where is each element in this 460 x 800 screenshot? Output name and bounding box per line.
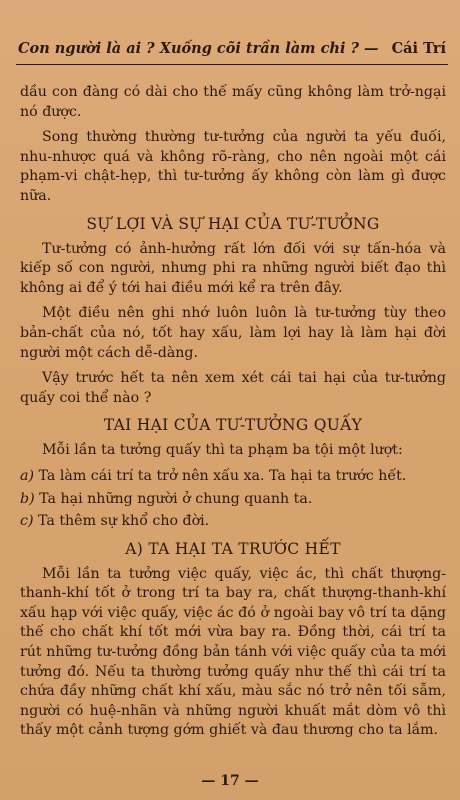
section-heading: SỰ LỢI VÀ SỰ HẠI CỦA TƯ-TƯỞNG xyxy=(86,214,380,233)
header-rule xyxy=(16,64,448,65)
list-marker: c) xyxy=(20,513,34,530)
list-item xyxy=(20,490,446,510)
running-header-title: Con người là ai ? Xuống cõi trần làm chi ? — xyxy=(18,40,379,57)
list-item-text: Ta làm cái trí ta trở nên xấu xa. Ta hại ta trước hết. xyxy=(38,467,407,484)
paragraph: dầu con đàng có dài cho thế mấy cũng không làm trở-ngại nó được. xyxy=(20,84,446,120)
paragraph: Mỗi lần ta tưởng quấy thì ta phạm ba tội một lượt: xyxy=(42,442,403,459)
paragraph: Vậy trước hết ta nên xem xét cái tai hại của tư-tưởng quấy coi thể nào ? xyxy=(20,370,446,406)
list-item xyxy=(20,467,446,487)
paragraph: Mỗi lần ta tưởng việc quấy, việc ác, thì chất thượng-thanh-khí tốt ở trong trí ta bay ra, chất thượng-thanh-khí xấu hạp với việc quấy, việc ác đó ở ngoài bay vô trí ta dặng thế cho chất khí tốt mới vừa bay ra. Đồng thời, cái trí ta rút những tư-tưởng đồng bản tánh với việc quấy của ta mới tưởng đó. Nếu ta thường tưởng quấy như thế thì cái trí ta chứa đầy những chất khí xấu, màu sắc nó trở nên tối sẫm, người có huệ-nhãn và những người khuất mắt dòm vô thì thấy một cảnh tượng gớm ghiết và đau thương cho ta lắm. xyxy=(20,565,446,739)
page-body xyxy=(20,83,446,747)
section-heading: A) TA HẠI TA TRƯỚC HẾT xyxy=(125,539,341,558)
paragraph: Một điều nên ghi nhớ luôn luôn là tư-tưởng tùy theo bản-chất của nó, tốt hay xấu, làm lợi hay là làm hại đời người một cách dễ-dàng. xyxy=(20,305,446,361)
list-marker: b) xyxy=(20,490,35,507)
list-item-text: Ta thêm sự khổ cho đời. xyxy=(38,513,210,530)
list-item-text: Ta hại những người ở chung quanh ta. xyxy=(39,490,313,507)
running-header xyxy=(18,40,446,57)
paragraph: Song thường thường tư-tưởng của người ta yếu đuối, nhu-nhược quá và không rõ-ràng, cho nên ngoài một cái phạm-vi chật-hẹp, thì tư-tưởng ấy không còn làm gì được nữa. xyxy=(20,129,446,204)
running-header-author: Cái Trí xyxy=(391,40,446,57)
list-item xyxy=(20,512,446,532)
page-number: — 17 — xyxy=(201,773,259,789)
section-heading: TAI HẠI CỦA TƯ-TƯỞNG QUẤY xyxy=(103,416,363,435)
paragraph: Tư-tưởng có ảnh-hưởng rất lớn đối với sự tấn-hóa và kiếp số con người, nhưng phi ra những người biết đạo thì không ai để ý tới hai điều mới kể ra trên đây. xyxy=(20,240,446,296)
list-marker: a) xyxy=(20,467,34,484)
